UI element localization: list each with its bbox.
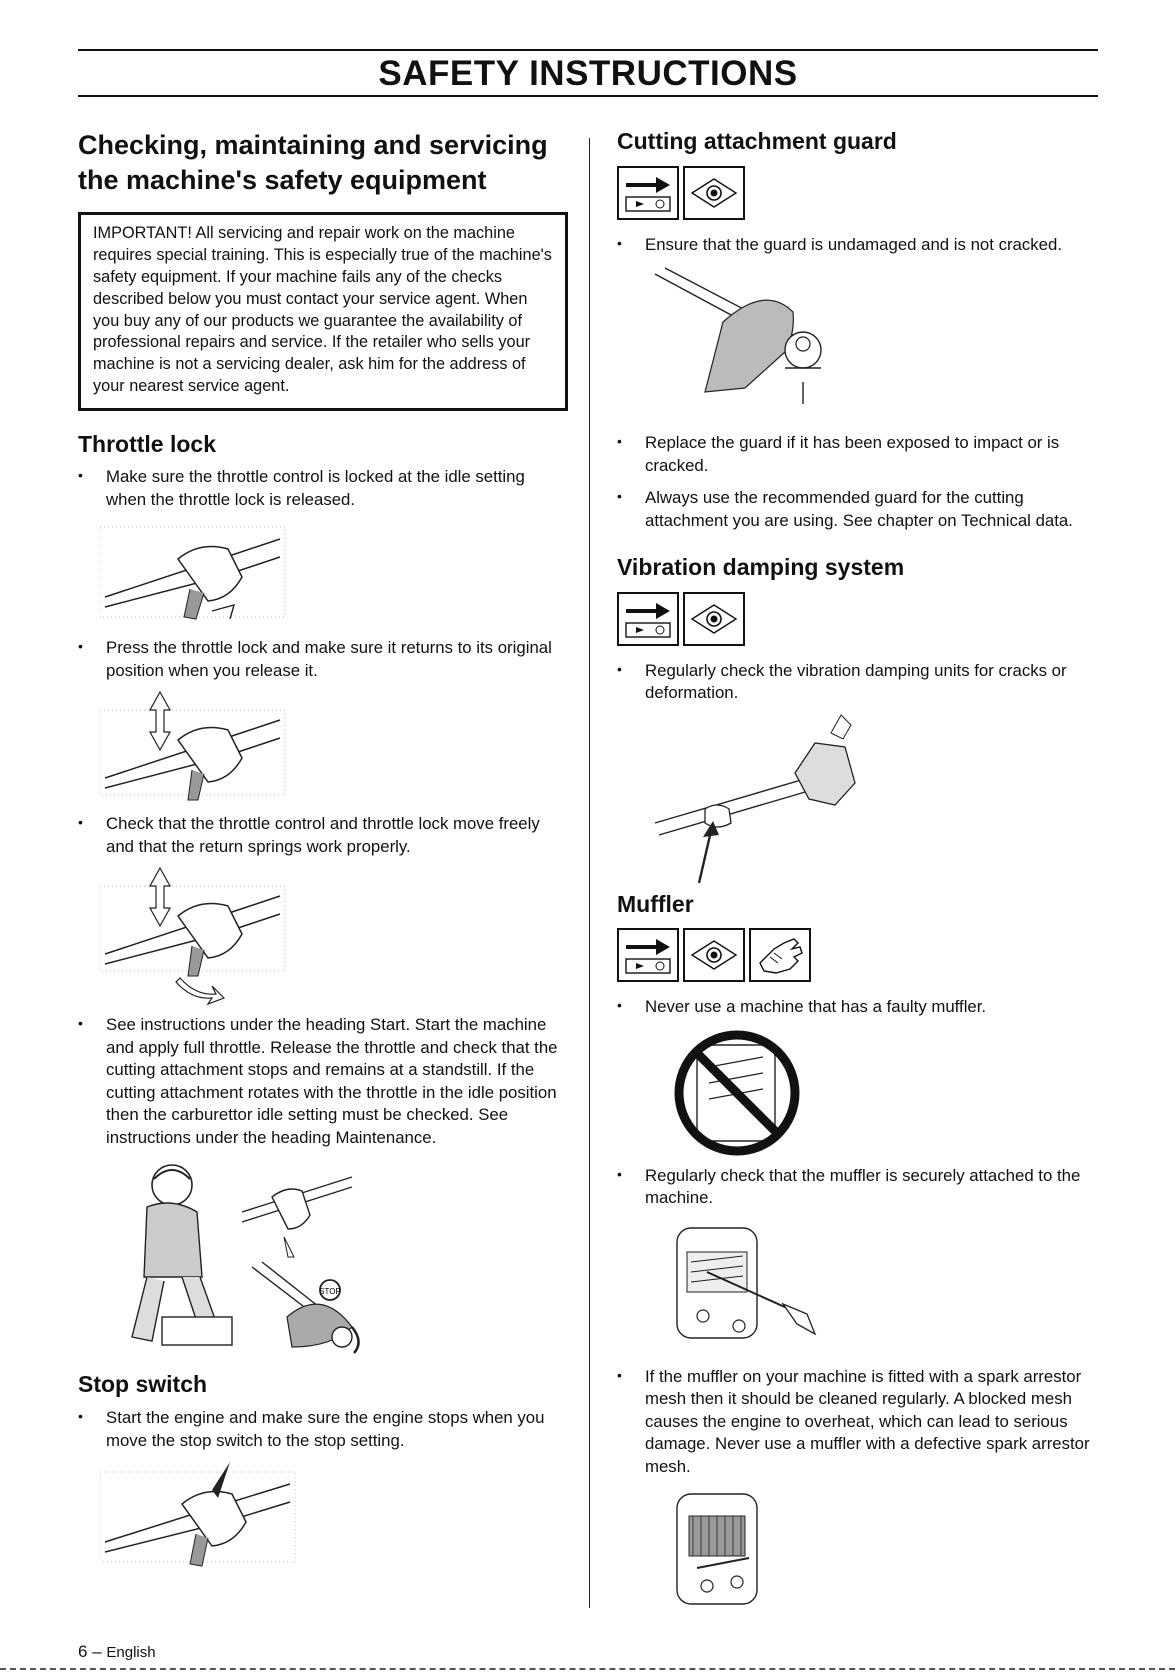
page-title: SAFETY INSTRUCTIONS [378, 54, 798, 93]
maintenance-symbol-icon [617, 592, 679, 646]
spark-arrestor-mesh-illustration [657, 1486, 857, 1616]
footer-separator: – [92, 1642, 102, 1661]
maintenance-symbol-icon [617, 928, 679, 982]
maintenance-symbol-icon [617, 166, 679, 220]
stop-switch-illustration [100, 1460, 310, 1570]
stop-switch-heading: Stop switch [78, 1371, 208, 1398]
svg-text:STOP: STOP [319, 1287, 341, 1297]
muffler-heading: Muffler [617, 890, 694, 917]
section-heading: Checking, maintaining and servicing the machine's safety equipment [78, 130, 548, 196]
top-rule [78, 49, 1098, 51]
bottom-scan-line [0, 1668, 1175, 1670]
title-underline [78, 95, 1098, 97]
page-footer [78, 1642, 156, 1662]
page-number: 6 [78, 1642, 88, 1661]
muffler-symbol-row [617, 928, 1097, 982]
guard-bullet-3: • Always use the recommended guard for the cutting attachment you are using. See chapter on Technical data. [617, 487, 1097, 532]
throttle-press-illustration [100, 690, 300, 805]
visual-inspection-eye-icon [683, 166, 745, 220]
vibration-bullet-1: • Regularly check the vibration damping units for cracks or deformation. [617, 660, 1097, 705]
column-divider [589, 138, 590, 1608]
muffler-bullet-1: • Never use a machine that has a faulty muffler. [617, 996, 1097, 1019]
throttle-springs-illustration [100, 866, 300, 1006]
muffler-attachment-check-illustration [657, 1218, 857, 1358]
vibration-symbol-row [617, 592, 1097, 646]
left-column [78, 128, 568, 1578]
throttle-bullet-1: • Make sure the throttle control is locked at the idle setting when the throttle lock is released. [78, 466, 568, 511]
guard-heading: Cutting attachment guard [617, 128, 897, 154]
throttle-idle-illustration [100, 519, 300, 629]
vibration-heading: Vibration damping system [617, 554, 905, 581]
guard-bullet-1: • Ensure that the guard is undamaged and is not cracked. [617, 234, 1097, 257]
vibration-dampers-illustration [645, 713, 875, 883]
throttle-bullet-2: • Press the throttle lock and make sure it returns to its original position when you release it. [78, 637, 568, 682]
guard-bullet-2: • Replace the guard if it has been exposed to impact or is cracked. [617, 432, 1097, 477]
muffler-bullet-3: • If the muffler on your machine is fitted with a spark arrestor mesh then it should be cleaned regularly. A blocked mesh causes the engine to overheat, which can lead to serious damage. Never use a muffler with a defective spark arrestor mesh. [617, 1366, 1097, 1479]
stop-switch-bullet-1: • Start the engine and make sure the engine stops when you move the stop switch to the stop setting. [78, 1407, 568, 1452]
muffler-bullet-2: • Regularly check that the muffler is securely attached to the machine. [617, 1165, 1097, 1210]
visual-inspection-eye-icon [683, 592, 745, 646]
protective-glove-icon [749, 928, 811, 982]
important-notice: IMPORTANT! All servicing and repair work on the machine requires special training. This is especially true of the machine's safety equipment. If your machine fails any of the checks described below you must contact your service agent. When you buy any of our products we guarantee the availability of professional repairs and service. If the retailer who sells your machine is not a servicing dealer, ask him for the address of your nearest service agent. [78, 212, 568, 411]
throttle-lock-heading: Throttle lock [78, 430, 217, 457]
faulty-muffler-prohibited-icon [657, 1027, 817, 1157]
guard-symbol-row [617, 166, 1097, 220]
visual-inspection-eye-icon [683, 928, 745, 982]
footer-language: English [106, 1644, 156, 1661]
throttle-bullet-3: • Check that the throttle control and throttle lock move freely and that the return springs work properly. [78, 813, 568, 858]
guard-illustration [645, 264, 865, 424]
throttle-bullet-4: • See instructions under the heading Start. Start the machine and apply full throttle. Release the throttle and check that the cutting attachment stops and remains at a standstill. If the cutting attachment rotates with the throttle in the idle position then the carburettor idle setting must be checked. See instructions under the heading Maintenance. [78, 1014, 568, 1149]
right-column [617, 128, 1097, 1624]
operator-idle-test-illustration [102, 1157, 372, 1357]
